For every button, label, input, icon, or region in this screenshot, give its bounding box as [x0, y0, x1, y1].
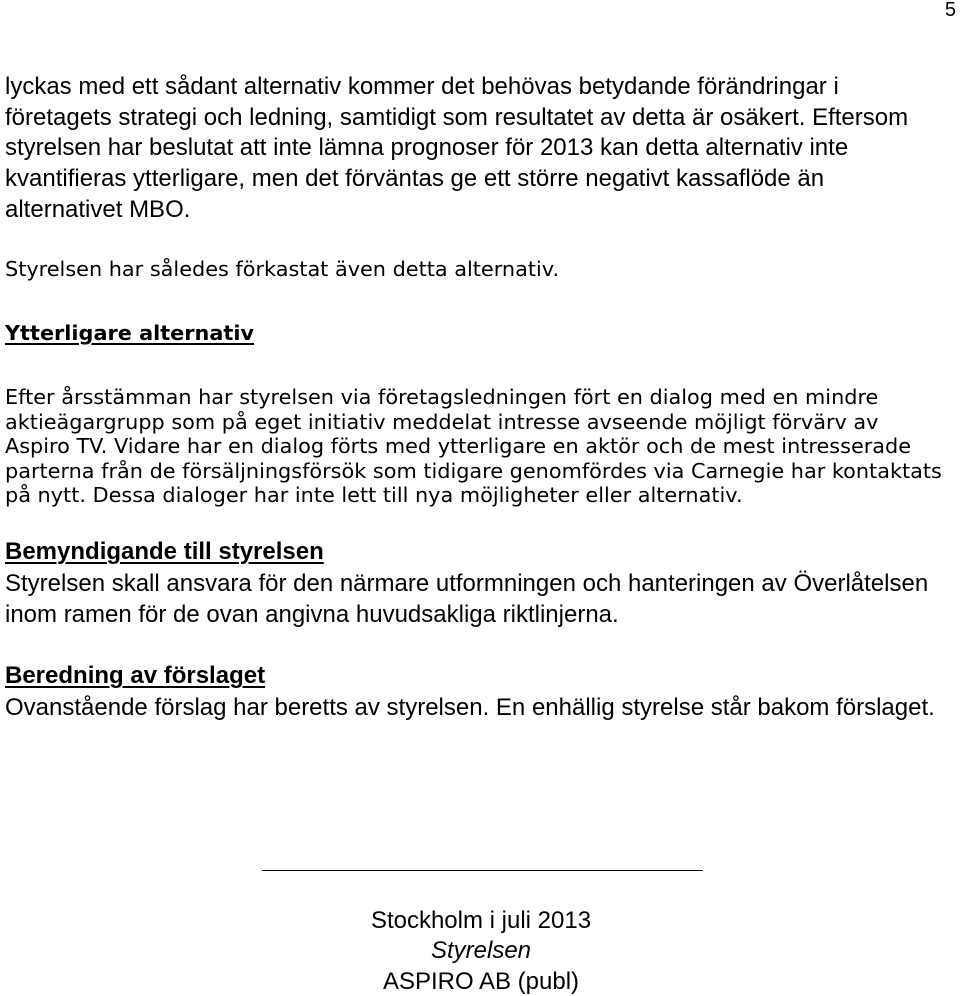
section-paragraph-bemyndigande — [5, 568, 928, 630]
paragraph-line: styrelsen har beslutat att inte lämna prognoser för 2013 kan detta alternativ inte — [5, 134, 849, 162]
paragraph-line: företagets strategi och ledning, samtidigt som resultatet av detta är osäkert. Eftersom — [5, 103, 909, 131]
paragraph-line: Efter årsstämman har styrelsen via företagsledningen fört en dialog med en mindre — [5, 385, 879, 409]
paragraph-line: Styrelsen skall ansvara för den närmare utformningen och hanteringen av Överlåtelsen — [5, 570, 929, 597]
signature-company: ASPIRO AB (publ) — [382, 968, 580, 995]
section-paragraph-beredning — [5, 693, 935, 723]
paragraph-line: på nytt. Dessa dialoger har inte lett till nya möjligheter eller alternativ. — [5, 483, 743, 507]
paragraph-line: lyckas med ett sådant alternativ kommer det behövas betydande förändringar i — [5, 73, 839, 100]
section-heading-bemyndigande: Bemyndigande till styrelsen — [5, 538, 324, 565]
section-heading-beredning: Beredning av förslaget — [5, 662, 266, 689]
paragraph-line: parterna från de försäljningsförsök som tidigare genomfördes via Carnegie har kontaktats — [5, 458, 942, 483]
paragraph-line: Ovanstående förslag har beretts av styrelsen. En enhällig styrelse står bakom förslaget. — [5, 694, 935, 721]
section-paragraph-ytterligare-alternativ — [5, 385, 942, 508]
paragraph-line: inom ramen för de ovan angivna huvudsakliga riktlinjerna. — [5, 601, 619, 628]
paragraph-line: kvantifieras ytterligare, men det förväntas ge ett större negativt kassaflöde än — [5, 165, 825, 193]
paragraph-line: aktieägargrupp som på eget initiativ meddelat intresse avseende möjligt förvärv av — [5, 409, 879, 434]
paragraph-line: Aspiro TV. Vidare har en dialog förts med ytterligare en aktör och de mest intresserade — [5, 434, 912, 458]
page-number: 5 — [944, 0, 956, 21]
paragraph-line: alternativet MBO. — [5, 195, 191, 223]
signature-signatory: Styrelsen — [430, 937, 532, 964]
rejection-statement: Styrelsen har således förkastat även detta alternativ. — [5, 257, 560, 281]
intro-paragraph — [5, 72, 908, 226]
signature-place-date: Stockholm i juli 2013 — [370, 907, 592, 934]
section-heading-ytterligare-alternativ: Ytterligare alternativ — [5, 321, 255, 345]
signature-line — [262, 870, 703, 871]
